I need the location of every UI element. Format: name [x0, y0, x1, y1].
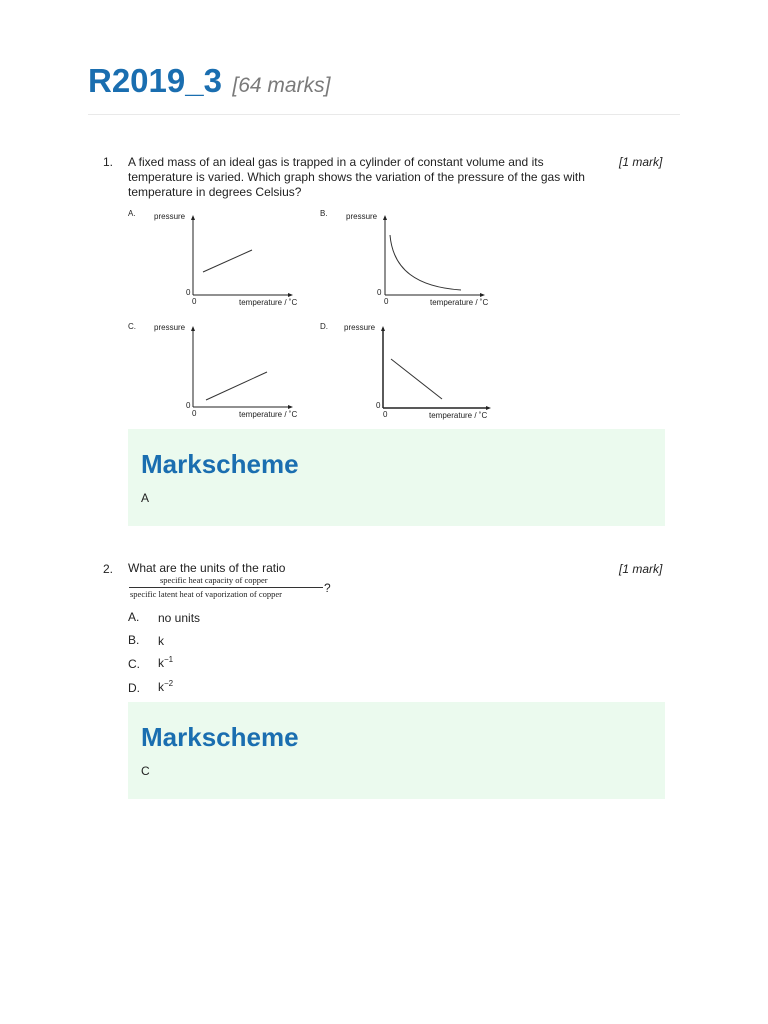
graph-c-x-label: temperature / ˚C	[239, 410, 298, 419]
question-2-text: What are the units of the ratio	[128, 561, 286, 575]
graph-b-origin-x: 0	[384, 297, 389, 306]
question-1-number: 1.	[103, 155, 114, 169]
graph-c-origin-x: 0	[192, 409, 197, 418]
graph-d-plot	[375, 326, 495, 411]
graph-a-y-arrow	[191, 215, 195, 220]
question-2-marks: [1 mark]	[619, 562, 663, 576]
page-title	[88, 62, 330, 100]
title-marks: [64 marks]	[232, 74, 331, 97]
graph-b-curve	[390, 235, 461, 290]
graph-d-origin-x: 0	[383, 410, 388, 419]
markscheme-1	[128, 429, 665, 526]
markscheme-1-answer: A	[141, 491, 150, 505]
graph-b-x-arrow	[480, 293, 485, 297]
fraction-numerator: specific heat capacity of copper	[160, 575, 268, 585]
option-a-letter: A.	[128, 610, 140, 624]
graph-b-plot	[377, 215, 487, 300]
graph-c-letter: C.	[128, 322, 136, 331]
markscheme-2	[128, 702, 665, 799]
option-d-text: $k^{-2}$	[158, 679, 174, 694]
question-1-line-1: A fixed mass of an ideal gas is trapped in a cylinder of constant volume and its	[128, 155, 544, 169]
graph-d-y-arrow	[381, 326, 385, 331]
option-d-letter: D.	[128, 681, 140, 695]
graph-c-origin-y: 0	[186, 401, 191, 410]
graph-c-plot	[185, 326, 295, 411]
graph-c-y-arrow	[191, 326, 195, 331]
graph-b-letter: B.	[320, 209, 328, 218]
markscheme-2-answer: C	[141, 764, 150, 778]
graph-a-origin-y: 0	[186, 288, 191, 297]
markscheme-1-title: Markscheme	[141, 449, 299, 479]
graph-c-x-arrow	[288, 405, 293, 409]
graph-a-curve	[203, 250, 252, 272]
fraction-denominator: specific latent heat of vaporization of copper	[130, 589, 282, 599]
question-1-line-2: temperature is varied. Which graph shows the variation of the pressure of the gas with	[128, 170, 585, 184]
graph-d-x-arrow	[486, 406, 491, 410]
title-divider	[88, 114, 680, 115]
graph-d-curve	[391, 359, 442, 399]
graph-c-y-label: pressure	[154, 323, 186, 332]
graph-a-y-label: pressure	[154, 212, 186, 221]
question-1-text	[128, 155, 608, 200]
question-1-line-3: temperature in degrees Celsius?	[128, 185, 302, 199]
graph-a-plot	[185, 215, 295, 300]
question-2-number: 2.	[103, 562, 114, 576]
option-c-text: $k^{-1}$	[158, 655, 174, 670]
option-b-text: k	[158, 634, 164, 648]
graph-b-y-arrow	[383, 215, 387, 220]
graph-b-origin-y: 0	[377, 288, 382, 297]
option-a-text: no units	[158, 611, 201, 625]
graph-a-origin-x: 0	[192, 297, 197, 306]
fraction-bar	[129, 587, 323, 588]
graph-b-x-label: temperature / ˚C	[430, 298, 489, 307]
fraction-suffix: ?	[324, 581, 331, 595]
graph-d-origin-y: 0	[376, 401, 381, 410]
option-b-letter: B.	[128, 633, 140, 647]
graph-c-curve	[206, 372, 267, 400]
graph-a-x-arrow	[288, 293, 293, 297]
graph-d-letter: D.	[320, 322, 328, 331]
graph-d-x-label: temperature / ˚C	[429, 411, 488, 420]
graph-d-y-label: pressure	[344, 323, 376, 332]
graph-a-letter: A.	[128, 209, 136, 218]
question-1-marks: [1 mark]	[619, 155, 663, 169]
option-c-letter: C.	[128, 657, 140, 671]
markscheme-2-title: Markscheme	[141, 722, 299, 752]
title-code: R2019_3	[88, 62, 222, 99]
graph-b-y-label: pressure	[346, 212, 378, 221]
graph-a-x-label: temperature / ˚C	[239, 298, 298, 307]
